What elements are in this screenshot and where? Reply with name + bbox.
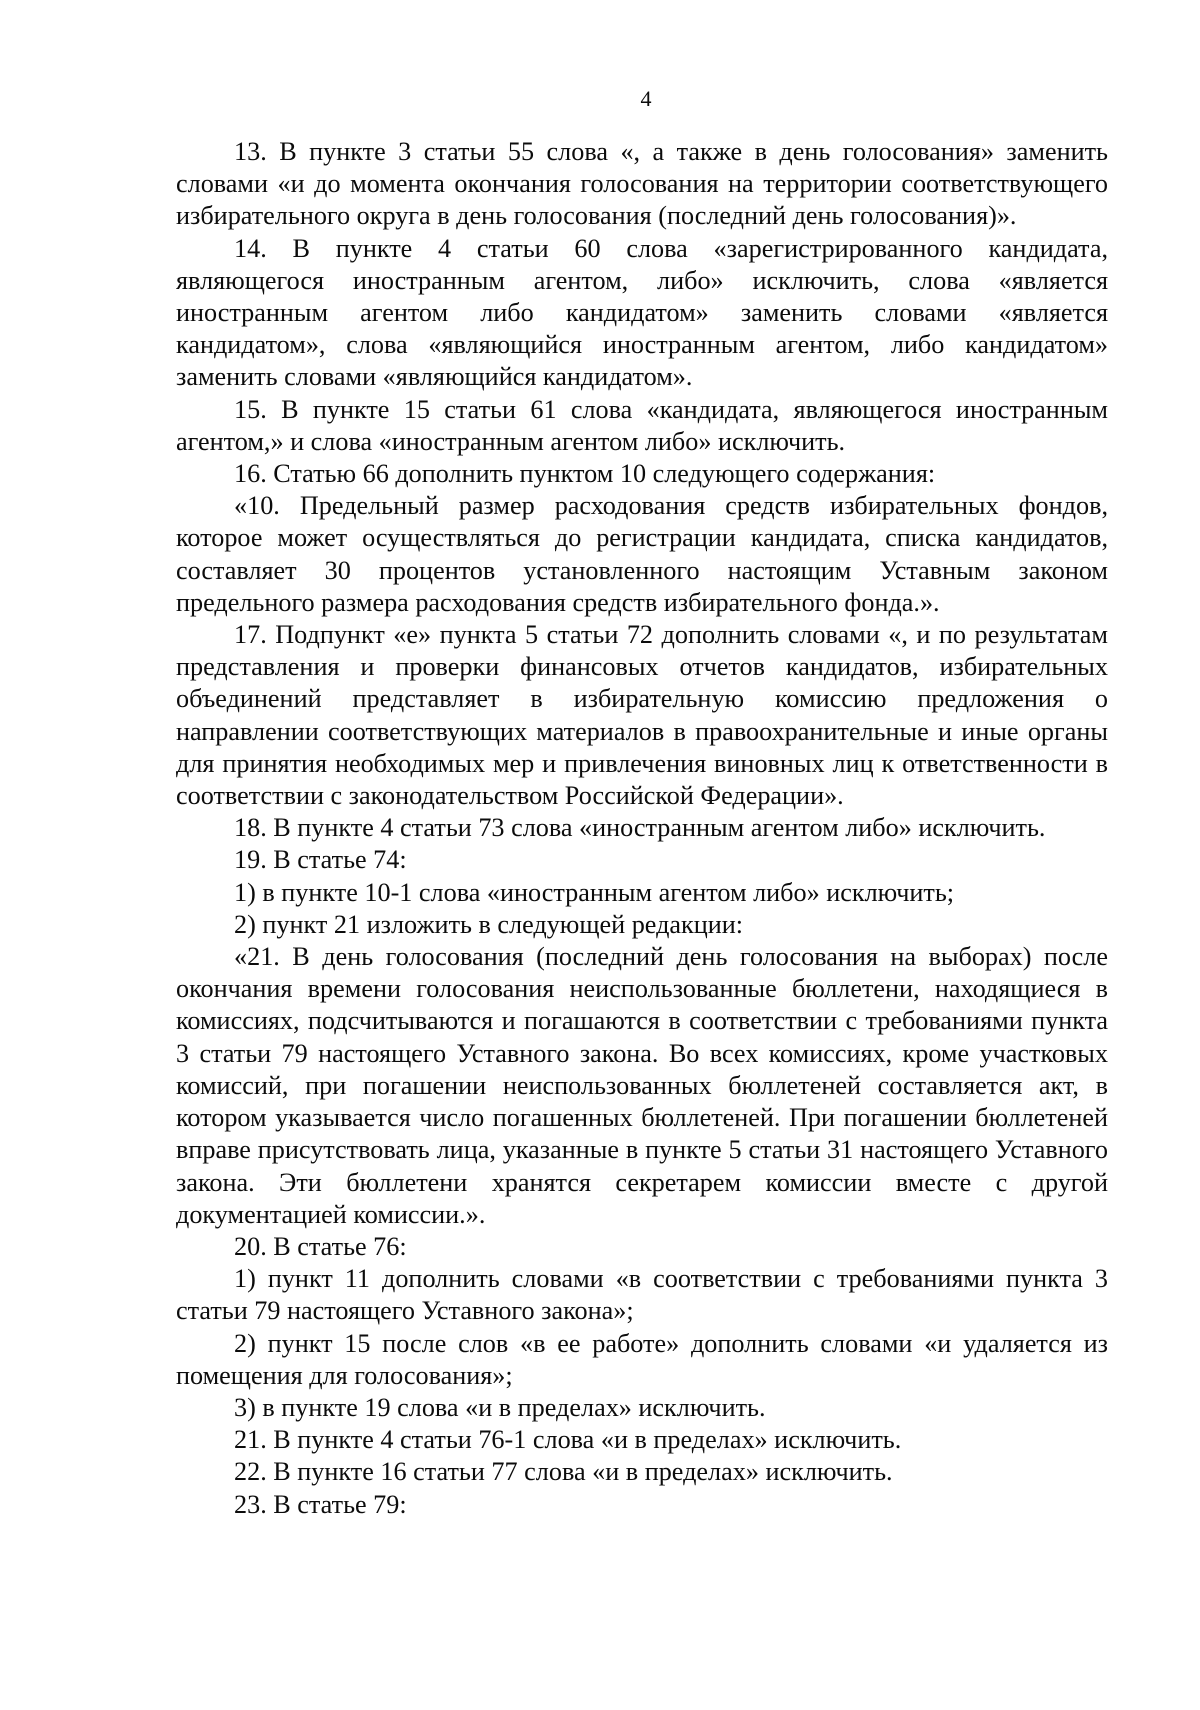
paragraph-item-18: 18. В пункте 4 статьи 73 слова «иностранным агентом либо» исключить. bbox=[234, 813, 1046, 843]
paragraph-item-15: 15. В пункте 15 статьи 61 слова «кандидата, являющегося иностранным агентом,» и слова «иностранным агентом либо» исключить. bbox=[176, 394, 1108, 456]
quoted-paragraph-21: «21. В день голосования (последний день голосования на выборах) после окончания времени голосования неиспользованные бюллетени, находящиеся в комиссиях, подсчитываются и погашаются в соответствии с требованиями пункта 3 статьи 79 настоящего Уставного закона. Во всех комиссиях, кроме участковых комиссий, при погашении неиспользованных бюллетеней составляется акт, в котором указывается число погашенных бюллетеней. При погашении бюллетеней вправе присутствовать лица, указанные в пункте 5 статьи 31 настоящего Уставного закона. Эти бюллетени хранятся секретарем комиссии вместе с другой документацией комиссии.». bbox=[176, 942, 1108, 1229]
paragraph-item-19: 19. В статье 74: bbox=[234, 845, 407, 875]
paragraph-item-20: 20. В статье 76: bbox=[234, 1231, 407, 1261]
paragraph-item-21: 21. В пункте 4 статьи 76-1 слова «и в пределах» исключить. bbox=[234, 1425, 902, 1455]
paragraph-item-14: 14. В пункте 4 статьи 60 слова «зарегистрированного кандидата, являющегося иностранным агентом, либо» исключить, слова «является иностранным агентом либо кандидатом» заменить словами «является кандидатом», слова «являющийся иностранным агентом, либо кандидатом» заменить словами «являющийся кандидатом». bbox=[176, 233, 1108, 392]
quoted-paragraph-10: «10. Предельный размер расходования средств избирательных фондов, которое может осуществляться до регистрации кандидата, списка кандидатов, составляет 30 процентов установленного настоящим Уставным законом предельного размера расходования средств избирательного фонда.». bbox=[176, 491, 1108, 617]
subitem-20-2: 2) пункт 15 после слов «в ее работе» дополнить словами «и удаляется из помещения для голосования»; bbox=[176, 1328, 1108, 1390]
subitem-20-3: 3) в пункте 19 слова «и в пределах» исключить. bbox=[234, 1392, 766, 1422]
page-number: 4 bbox=[640, 86, 652, 111]
subitem-19-1: 1) в пункте 10-1 слова «иностранным агентом либо» исключить; bbox=[234, 877, 955, 907]
subitem-20-1: 1) пункт 11 дополнить словами «в соответствии с требованиями пункта 3 статьи 79 настоящего Уставного закона»; bbox=[176, 1264, 1108, 1326]
subitem-19-2: 2) пункт 21 изложить в следующей редакции: bbox=[234, 909, 744, 939]
paragraph-item-13: 13. В пункте 3 статьи 55 слова «, а также в день голосования» заменить словами «и до момента окончания голосования на территории соответствующего избирательного округа в день голосования (последний день голосования)». bbox=[176, 137, 1108, 231]
paragraph-item-22: 22. В пункте 16 статьи 77 слова «и в пределах» исключить. bbox=[234, 1457, 893, 1487]
paragraph-item-23: 23. В статье 79: bbox=[234, 1489, 407, 1519]
document-body bbox=[176, 136, 1108, 1521]
paragraph-item-17: 17. Подпункт «е» пункта 5 статьи 72 дополнить словами «, и по результатам представления и проверки финансовых отчетов кандидатов, избирательных объединений представляет в избирательную комиссию предложения о направлении соответствующих материалов в правоохранительные и иные органы для принятия необходимых мер и привлечения виновных лиц к ответственности в соответствии с законодательством Российской Федерации». bbox=[176, 620, 1108, 811]
paragraph-item-16: 16. Статью 66 дополнить пунктом 10 следующего содержания: bbox=[234, 459, 936, 489]
